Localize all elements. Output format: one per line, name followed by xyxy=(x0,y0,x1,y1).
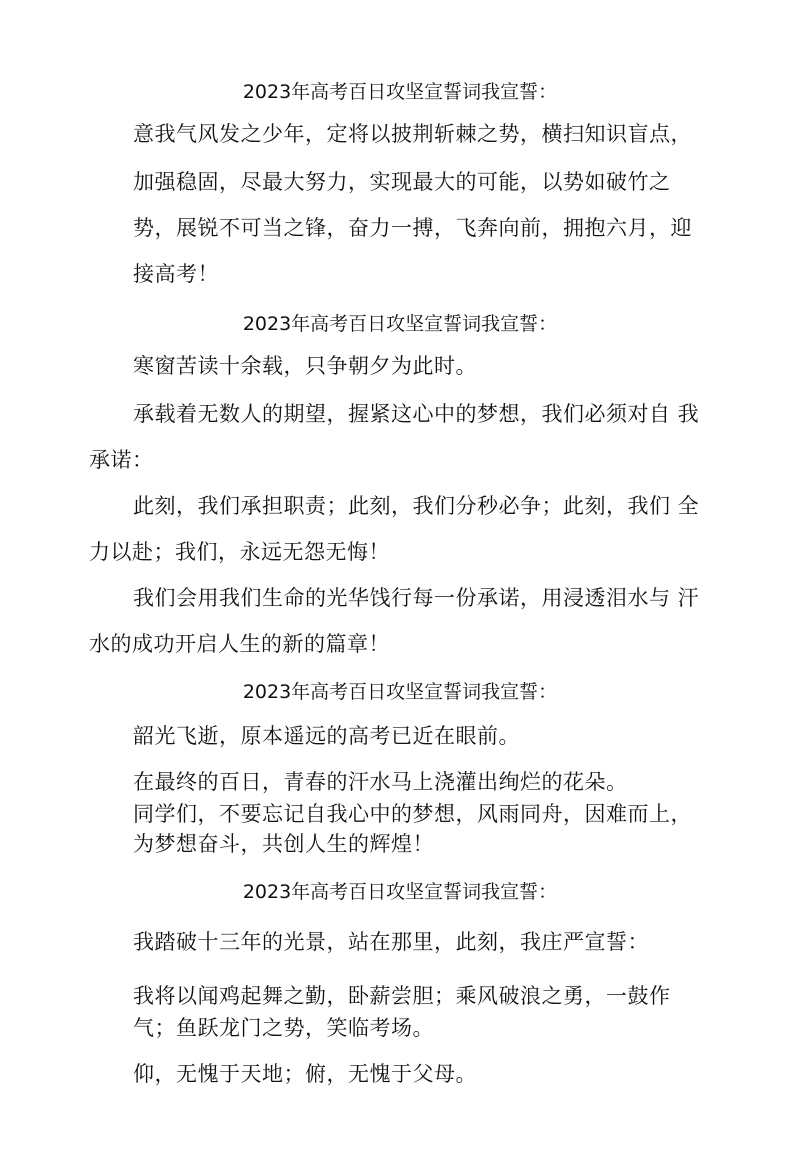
paragraph-line: 力以赴；我们，永远无怨无悔！ xyxy=(89,540,390,564)
section-heading: 2023年高考百日攻坚宣誓词我宣誓： xyxy=(242,881,558,903)
paragraph-line: 仰，无愧于天地；俯，无愧于父母。 xyxy=(133,1062,477,1086)
paragraph-line: 为梦想奋斗，共创人生的辉煌！ xyxy=(133,832,434,856)
paragraph-line: 此刻，我们承担职责；此刻，我们分秒必争；此刻，我们 全 xyxy=(133,494,700,518)
paragraph-line: 气；鱼跃龙门之势，笑临考场。 xyxy=(133,1016,434,1040)
paragraph-line: 承诺： xyxy=(89,448,154,472)
section-heading: 2023年高考百日攻坚宣誓词我宣誓： xyxy=(242,313,558,335)
paragraph-line: 加强稳固，尽最大努力，实现最大的可能，以势如破竹之 xyxy=(133,170,671,194)
paragraph-line: 意我气风发之少年，定将以披荆斩棘之势，横扫知识盲点， xyxy=(133,122,692,146)
paragraph-line: 我们会用我们生命的光华饯行每一份承诺，用浸透泪水与 汗 xyxy=(133,586,700,610)
section-heading: 2023年高考百日攻坚宣誓词我宣誓： xyxy=(242,81,558,103)
paragraph-line: 势，展锐不可当之锋，奋力一搏，飞奔向前，拥抱六月，迎 xyxy=(133,216,692,240)
paragraph-line: 同学们，不要忘记自我心中的梦想，风雨同舟，因难而上， xyxy=(133,802,692,826)
paragraph-line: 水的成功开启人生的新的篇章！ xyxy=(89,632,390,656)
paragraph-line: 接高考！ xyxy=(133,262,219,286)
paragraph-line: 承载着无数人的期望，握紧这心中的梦想，我们必须对自 我 xyxy=(133,402,700,426)
paragraph-line: 我将以闻鸡起舞之勤，卧薪尝胆；乘风破浪之勇，一鼓作 xyxy=(133,984,671,1008)
section-heading: 2023年高考百日攻坚宣誓词我宣誓： xyxy=(242,681,558,703)
paragraph-line: 在最终的百日，青春的汗水马上浇灌出绚烂的花朵。 xyxy=(133,770,628,794)
paragraph-line: 韶光飞逝，原本遥远的高考已近在眼前。 xyxy=(133,724,520,748)
paragraph-line: 寒窗苦读十余载，只争朝夕为此时。 xyxy=(133,354,477,378)
paragraph-line: 我踏破十三年的光景，站在那里，此刻，我庄严宣誓： xyxy=(133,930,649,954)
